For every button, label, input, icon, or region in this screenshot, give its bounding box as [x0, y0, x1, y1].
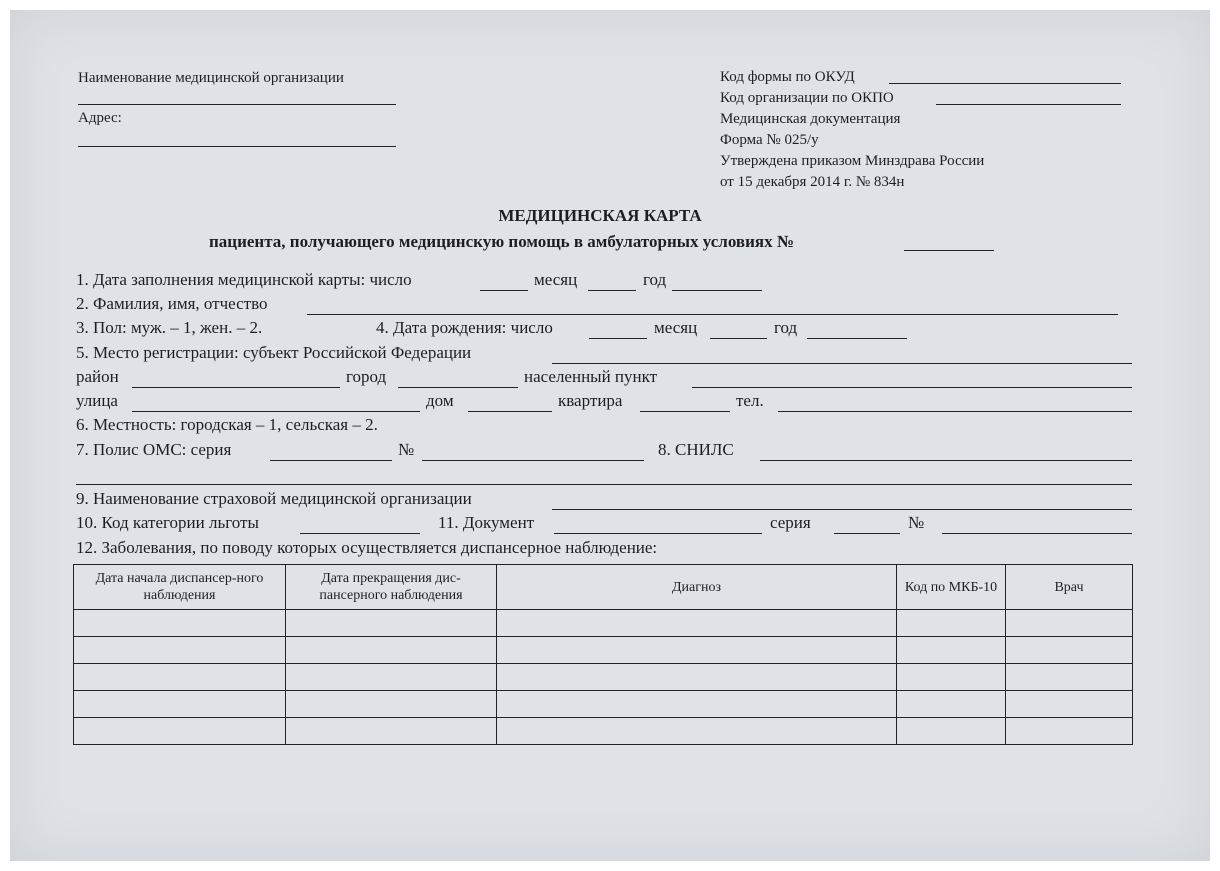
- field-row-6: [76, 415, 1136, 439]
- field-row-5c: [76, 391, 1136, 415]
- field-row-7: [76, 440, 1136, 464]
- table-cell[interactable]: [897, 691, 1006, 718]
- okud-label: Код формы по ОКУД: [720, 69, 855, 85]
- col-icd-code: Код по МКБ-10: [897, 565, 1006, 610]
- full-name-field[interactable]: [307, 314, 1118, 315]
- doc-series-field[interactable]: [834, 533, 900, 534]
- f10-label: 10. Код категории льготы: [76, 513, 259, 532]
- fill-day-field[interactable]: [480, 290, 528, 291]
- address-label: Адрес:: [78, 110, 122, 126]
- f1-label: 1. Дата заполнения медицинской карты: число: [76, 270, 412, 289]
- form-number: Форма № 025/у: [720, 132, 819, 148]
- okud-field[interactable]: [889, 83, 1121, 84]
- street-label: улица: [76, 391, 118, 410]
- house-label: дом: [426, 391, 454, 410]
- approved-by: Утверждена приказом Минздрава России: [720, 153, 985, 169]
- table-cell[interactable]: [74, 637, 286, 664]
- table-cell[interactable]: [74, 718, 286, 745]
- table-row: [74, 691, 1133, 718]
- table-cell[interactable]: [286, 637, 497, 664]
- phone-field[interactable]: [778, 411, 1132, 412]
- table-row: [74, 718, 1133, 745]
- field-row-10: [76, 513, 1136, 537]
- table-cell[interactable]: [497, 691, 897, 718]
- table-row: [74, 664, 1133, 691]
- apartment-label: квартира: [558, 391, 623, 410]
- approved-date: от 15 декабря 2014 г. № 834н: [720, 174, 905, 190]
- district-field[interactable]: [132, 387, 340, 388]
- birth-day-field[interactable]: [589, 338, 647, 339]
- f4-label: 4. Дата рождения: число: [376, 318, 553, 337]
- house-field[interactable]: [468, 411, 552, 412]
- table-cell[interactable]: [897, 637, 1006, 664]
- table-cell[interactable]: [1006, 718, 1133, 745]
- col-start-date: Дата начала диспансер-ного наблюдения: [74, 565, 286, 610]
- apartment-field[interactable]: [640, 411, 730, 412]
- org-name-label: Наименование медицинской организации: [78, 70, 344, 86]
- policy-number-field[interactable]: [422, 460, 644, 461]
- f3-label: 3. Пол: муж. – 1, жен. – 2.: [76, 318, 263, 337]
- field-row-2: [76, 294, 1136, 318]
- birth-month-field[interactable]: [710, 338, 767, 339]
- phone-label: тел.: [736, 391, 764, 410]
- f2-label: 2. Фамилия, имя, отчество: [76, 294, 268, 313]
- f8-label: 8. СНИЛС: [658, 440, 734, 459]
- okpo-label: Код организации по ОКПО: [720, 90, 894, 106]
- address-field[interactable]: [78, 146, 396, 147]
- f5-label: 5. Место регистрации: субъект Российской Федерации: [76, 343, 472, 362]
- street-field[interactable]: [132, 411, 420, 412]
- table-cell[interactable]: [286, 610, 497, 637]
- table-header-row: [74, 565, 1133, 610]
- city-label: город: [346, 367, 387, 386]
- policy-series-field[interactable]: [270, 460, 392, 461]
- birth-month-label: месяц: [654, 318, 698, 337]
- doc-type: Медицинская документация: [720, 111, 901, 127]
- table-cell[interactable]: [1006, 610, 1133, 637]
- f11-label: 11. Документ: [438, 513, 535, 532]
- birth-year-label: год: [774, 318, 798, 337]
- table-cell[interactable]: [74, 610, 286, 637]
- month-label: месяц: [534, 270, 578, 289]
- settlement-label: населенный пункт: [524, 367, 658, 386]
- benefit-code-field[interactable]: [300, 533, 420, 534]
- insurer-field[interactable]: [552, 509, 1132, 510]
- doc-series-label: серия: [770, 513, 811, 532]
- page-title: МЕДИЦИНСКАЯ КАРТА: [498, 206, 702, 225]
- fill-year-field[interactable]: [672, 290, 762, 291]
- table-cell[interactable]: [497, 610, 897, 637]
- fill-month-field[interactable]: [588, 290, 636, 291]
- field-row-9: [76, 489, 1136, 513]
- city-field[interactable]: [398, 387, 518, 388]
- field-row-12: [76, 538, 1136, 562]
- table-cell[interactable]: [897, 718, 1006, 745]
- table-cell[interactable]: [497, 664, 897, 691]
- col-diagnosis: Диагноз: [497, 565, 897, 610]
- okpo-field[interactable]: [936, 104, 1121, 105]
- f9-label: 9. Наименование страховой медицинской организации: [76, 489, 472, 508]
- table-cell[interactable]: [1006, 637, 1133, 664]
- card-number-field[interactable]: [904, 250, 994, 251]
- org-name-field[interactable]: [78, 104, 396, 105]
- region-field[interactable]: [552, 363, 1132, 364]
- table-cell[interactable]: [286, 718, 497, 745]
- doc-number-sign: №: [908, 513, 925, 532]
- page-subtitle: пациента, получающего медицинскую помощь в амбулаторных условиях №: [209, 232, 794, 251]
- table-cell[interactable]: [497, 637, 897, 664]
- doc-number-field[interactable]: [942, 533, 1132, 534]
- col-doctor: Врач: [1006, 565, 1133, 610]
- table-cell[interactable]: [286, 691, 497, 718]
- field-row-5b: [76, 367, 1136, 391]
- extra-line[interactable]: [76, 484, 1132, 485]
- dispensary-table: [73, 564, 1133, 745]
- year-label: год: [643, 270, 667, 289]
- table-row: [74, 637, 1133, 664]
- settlement-field[interactable]: [692, 387, 1132, 388]
- field-row-1: [76, 270, 1136, 294]
- table-cell[interactable]: [74, 664, 286, 691]
- f6-label: 6. Местность: городская – 1, сельская – 2.: [76, 415, 378, 434]
- table-cell[interactable]: [1006, 691, 1133, 718]
- field-row-5: [76, 343, 1136, 367]
- table-cell[interactable]: [74, 691, 286, 718]
- table-cell[interactable]: [897, 664, 1006, 691]
- district-label: район: [76, 367, 119, 386]
- table-cell[interactable]: [1006, 664, 1133, 691]
- field-row-3: [76, 318, 1136, 342]
- table-cell[interactable]: [286, 664, 497, 691]
- f7-label: 7. Полис ОМС: серия: [76, 440, 232, 459]
- policy-number-sign: №: [398, 440, 415, 459]
- f12-label: 12. Заболевания, по поводу которых осуществляется диспансерное наблюдение:: [76, 538, 658, 557]
- table-cell[interactable]: [897, 610, 1006, 637]
- table-cell[interactable]: [497, 718, 897, 745]
- col-end-date: Дата прекращения дис-пансерного наблюдения: [286, 565, 497, 610]
- table-row: [74, 610, 1133, 637]
- snils-field[interactable]: [760, 460, 1132, 461]
- birth-year-field[interactable]: [807, 338, 907, 339]
- document-field[interactable]: [554, 533, 762, 534]
